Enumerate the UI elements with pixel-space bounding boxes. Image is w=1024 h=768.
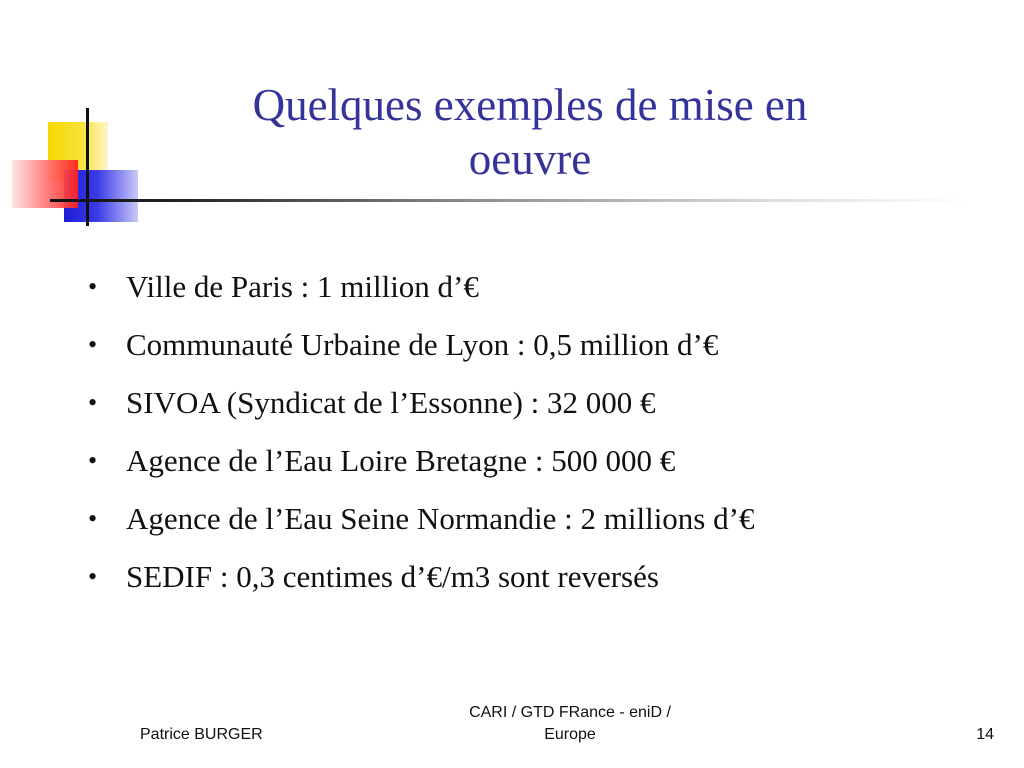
bullet-dot: • (88, 562, 98, 591)
page-number: 14 (976, 726, 994, 743)
slide-title (120, 78, 940, 186)
title-underline (50, 199, 970, 202)
footer-center-line-1: CARI / GTD FRance - eniD / (469, 704, 671, 721)
bullet-text: SIVOA (Syndicat de l’Essonne) : 32 000 € (126, 385, 656, 420)
bullet-item (84, 552, 984, 610)
bullet-item (84, 378, 984, 436)
bullet-text: Agence de l’Eau Seine Normandie : 2 millions d’€ (126, 501, 755, 536)
bullet-list (84, 262, 984, 610)
slide-title-line-1: Quelques exemples de mise en (252, 80, 808, 130)
bullet-item (84, 320, 984, 378)
bullet-dot: • (88, 272, 98, 301)
bullet-dot: • (88, 388, 98, 417)
bullet-text: Agence de l’Eau Loire Bretagne : 500 000 € (126, 443, 676, 478)
bullet-text: SEDIF : 0,3 centimes d’€/m3 sont reversés (126, 559, 659, 594)
bullet-dot: • (88, 330, 98, 359)
bullet-dot: • (88, 504, 98, 533)
bullet-item (84, 494, 984, 552)
bullet-text: Ville de Paris : 1 million d’€ (126, 269, 479, 304)
footer-author: Patrice BURGER (140, 726, 263, 743)
footer-center (420, 702, 720, 746)
slide-title-line-2: oeuvre (468, 134, 592, 184)
bullet-dot: • (88, 446, 98, 475)
bullet-item (84, 436, 984, 494)
logo-vertical-line (86, 108, 89, 226)
footer-center-line-2: Europe (544, 726, 596, 743)
bullet-item (84, 262, 984, 320)
bullet-text: Communauté Urbaine de Lyon : 0,5 million d’€ (126, 327, 719, 362)
